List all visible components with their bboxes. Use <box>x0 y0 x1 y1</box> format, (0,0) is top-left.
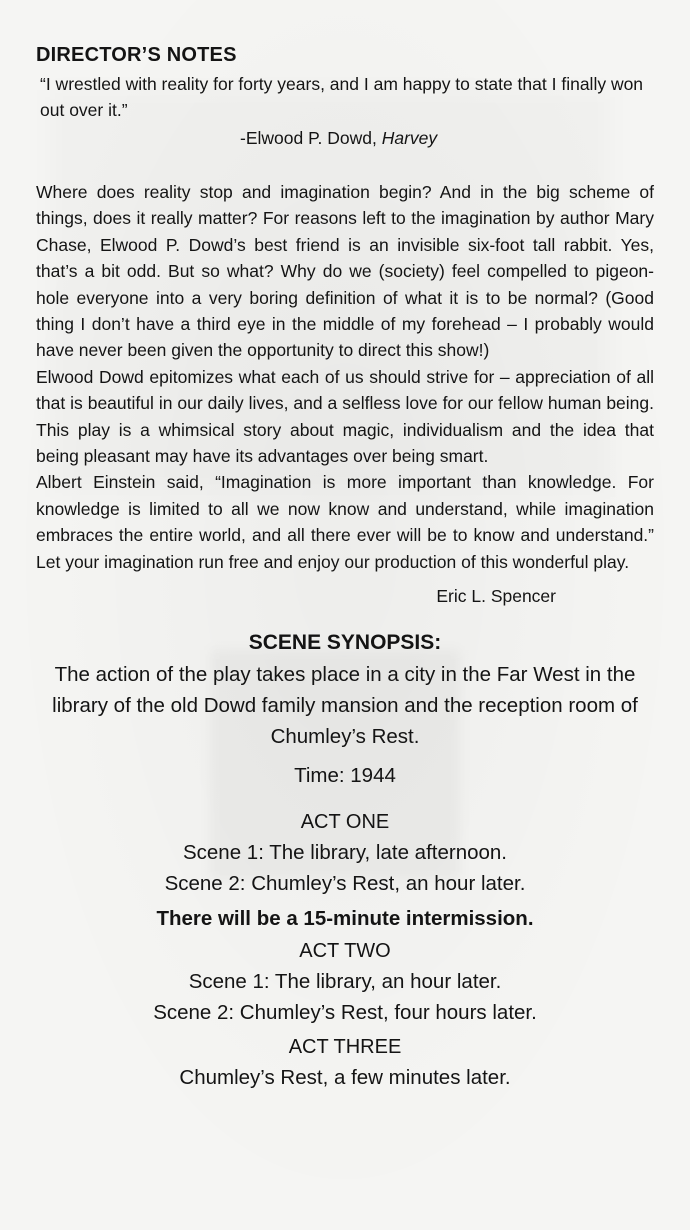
act-one-scene: Scene 2: Chumley’s Rest, an hour later. <box>164 872 526 896</box>
time-period: Time: 1944 <box>294 764 396 788</box>
notes-paragraph: Where does reality stop and imagination begin? And in the big scheme of things, does it really matter? For reasons left to the imagination by author Mary Chase, Elwood P. Dowd’s best friend is an invisible six-foot tall rabbit. Yes, that’s a bit odd. But so what? Why do we (society) feel compelled to pigeon-hole everyone into a very boring definition of what it is to be normal? (Good thing I don’t have a third eye in the middle of my forehead – I probably would have never been given the opportunity to direct this show!) <box>36 182 654 361</box>
director-signature: Eric L. Spencer <box>436 586 556 607</box>
act-two-scene: Scene 2: Chumley’s Rest, four hours later. <box>153 1001 537 1025</box>
act-three-label: ACT THREE <box>288 1036 402 1059</box>
scene-synopsis-section <box>36 631 654 1093</box>
attribution-author: -Elwood P. Dowd, <box>240 128 382 148</box>
act-one-label: ACT ONE <box>300 811 390 834</box>
intermission-notice: There will be a 15-minute intermission. <box>156 907 534 931</box>
notes-paragraph: Albert Einstein said, “Imagination is more important than knowledge. For knowledge is limited to all we now know and understand, while imagination embraces the entire world, and all there ever will be to know and understand.” Let your imagination run free and enjoy our production of this wonderful play. <box>36 472 654 572</box>
quote-attribution <box>36 125 654 151</box>
act-two-label: ACT TWO <box>299 940 391 963</box>
act-two-scene: Scene 1: The library, an hour later. <box>188 970 502 994</box>
setting-description: The action of the play takes place in a city in the Far West in the library of the old Dowd family mansion and the reception room of Chumley’s Rest. <box>52 663 638 749</box>
notes-paragraph: Elwood Dowd epitomizes what each of us should strive for – appreciation of all that is beautiful in our daily lives, and a selfless love for our fellow human being. This play is a whimsical story about magic, individualism and the idea that being pleasant may have its advantages over being smart. <box>36 366 654 467</box>
opening-quote: “I wrestled with reality for forty years, and I am happy to state that I finally won out over it.” <box>40 74 644 120</box>
act-one-scene: Scene 1: The library, late afternoon. <box>182 841 508 865</box>
directors-notes-section <box>36 44 654 609</box>
act-three-scene: Chumley’s Rest, a few minutes later. <box>179 1066 511 1090</box>
attribution-work: Harvey <box>381 128 438 148</box>
directors-notes-heading: DIRECTOR’S NOTES <box>36 44 237 66</box>
synopsis-heading: SCENE SYNOPSIS: <box>248 631 442 655</box>
